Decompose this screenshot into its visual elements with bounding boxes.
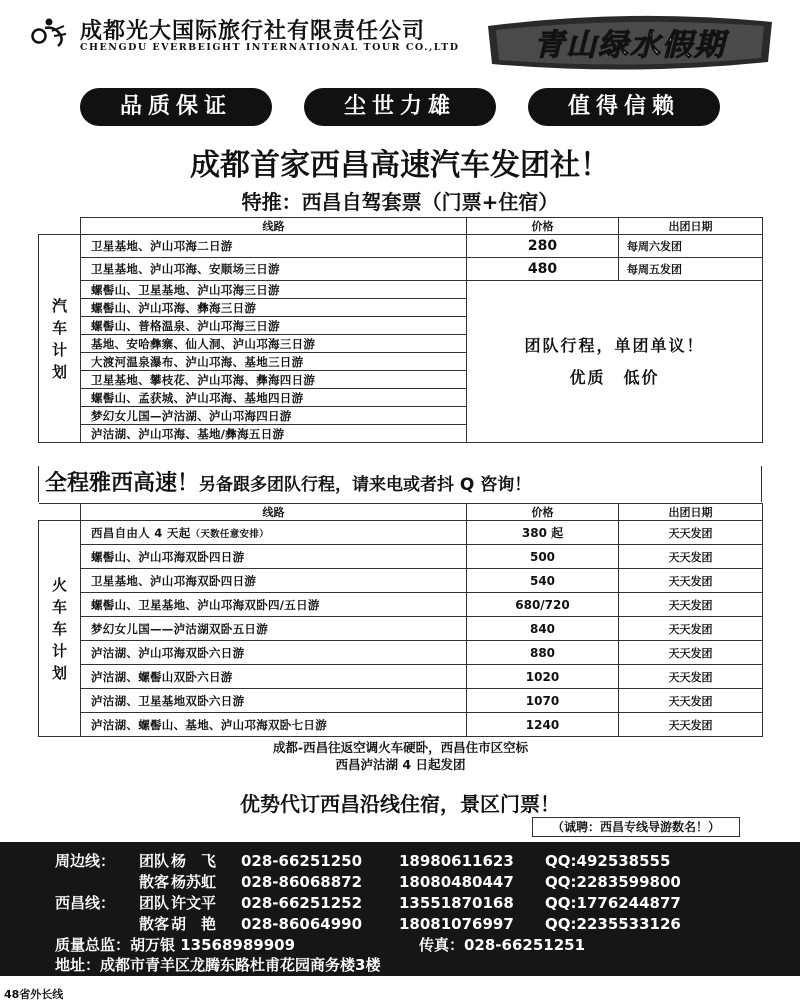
train-note-row [39, 737, 763, 775]
table-row [39, 617, 763, 641]
route-cell: 螺髻山、孟获城、泸山邛海、基地四日游 [81, 389, 467, 407]
route-cell: 泸沽湖、螺髻山、基地、泸山邛海双卧七日游 [81, 713, 467, 737]
route-cell: 卫星基地、泸山邛海、安顺场三日游 [81, 258, 467, 281]
train-plan-table [38, 503, 763, 775]
route-cell: 螺髻山、泸山邛海双卧四日游 [81, 545, 467, 569]
table-row [39, 665, 763, 689]
contact-row: 周边线： 团队 杨 飞 028-66251250 18980611623 QQ:492538555 [55, 852, 671, 870]
price-cell: 380 起 [467, 521, 619, 545]
route-cell: 泸沽湖、螺髻山双卧六日游 [81, 665, 467, 689]
date-cell: 每周五发团 [619, 258, 763, 281]
brand-banner-text: 青山绿水假期 [534, 28, 726, 63]
header-price: 价格 [467, 218, 619, 235]
route-cell: 螺髻山、泸山邛海、彝海三日游 [81, 299, 467, 317]
fax-number: 传真：028-66251251 [419, 936, 586, 954]
table-row [39, 235, 763, 258]
date-cell: 天天发团 [619, 641, 763, 665]
route-cell: 泸沽湖、泸山邛海、基地/彝海五日游 [81, 425, 467, 443]
train-plan-category: 火 车 车 计 划 [39, 521, 81, 737]
booking-advert: 优势代订西昌沿线住宿，景区门票！ [240, 792, 560, 816]
table-row [39, 593, 763, 617]
table-row [39, 569, 763, 593]
route-cell: 基地、安哈彝寨、仙人洞、泸山邛海三日游 [81, 335, 467, 353]
table-header [39, 218, 763, 235]
table-row [39, 713, 763, 737]
route-cell: 卫星基地、攀枝花、泸山邛海、彝海四日游 [81, 371, 467, 389]
highway-banner-main: 全程雅西高速！ [45, 471, 200, 496]
date-cell: 天天发团 [619, 665, 763, 689]
table-row [39, 258, 763, 281]
highway-banner-sub: 另备跟多团队行程，请来电或者抖 Q 咨询！ [199, 475, 532, 495]
date-cell: 天天发团 [619, 545, 763, 569]
route-cell: 螺髻山、普格温泉、泸山邛海三日游 [81, 317, 467, 335]
recruit-notice: （诚聘：西昌专线导游数名！） [532, 817, 740, 837]
price-cell: 840 [467, 617, 619, 641]
slogan-trust: 值得信赖 [528, 88, 720, 126]
route-note: （天数任意安排） [190, 528, 269, 540]
table-row [39, 641, 763, 665]
table-header [39, 504, 763, 521]
address: 地址：成都市青羊区龙腾东路杜甫花园商务楼3楼 [55, 956, 381, 974]
group-note-line-1: 团队行程，单团单议！ [524, 335, 705, 355]
header-route: 线路 [81, 218, 467, 235]
route-cell: 西昌自由人 4 天起（天数任意安排） [81, 521, 467, 545]
page-footer: 48省外长线 [4, 988, 64, 1001]
subheadline: 特推：西昌自驾套票（门票+住宿） [241, 190, 559, 214]
contact-row: 散客 杨苏虹 028-86068872 18080480447 QQ:2283599800 [139, 873, 681, 891]
train-note [39, 737, 763, 775]
train-note-line-2: 西昌泸沽湖 4 日起发团 [335, 756, 466, 772]
table-row [39, 689, 763, 713]
header-date: 出团日期 [619, 218, 763, 235]
route-cell: 卫星基地、泸山邛海双卧四日游 [81, 569, 467, 593]
price-cell: 500 [467, 545, 619, 569]
price-cell: 1070 [467, 689, 619, 713]
highway-banner [38, 466, 762, 502]
date-cell: 天天发团 [619, 689, 763, 713]
price-cell: 1240 [467, 713, 619, 737]
header-date: 出团日期 [619, 504, 763, 521]
date-cell: 天天发团 [619, 617, 763, 641]
date-cell: 天天发团 [619, 713, 763, 737]
table-row [39, 281, 763, 299]
company-logo-icon [30, 14, 70, 50]
quality-director: 质量总监：胡万银 13568989909 [55, 936, 296, 954]
route-cell: 梦幻女儿国—泸沽湖、泸山邛海四日游 [81, 407, 467, 425]
group-note-line-2: 优质 低价 [569, 367, 660, 387]
contact-row: 西昌线： 团队 许文平 028-66251252 13551870168 QQ:1776244877 [55, 894, 681, 912]
company-name: 成都光大国际旅行社有限责任公司 [80, 19, 426, 44]
contact-row: 散客 胡 艳 028-86064990 18081076997 QQ:2235533126 [139, 915, 681, 933]
date-cell: 天天发团 [619, 569, 763, 593]
train-note-line-1: 成都-西昌往返空调火车硬卧，西昌住市区空标 [272, 739, 529, 755]
header-price: 价格 [467, 504, 619, 521]
group-note [467, 281, 763, 443]
header-route: 线路 [81, 504, 467, 521]
date-cell: 每周六发团 [619, 235, 763, 258]
bus-plan-table [38, 217, 763, 443]
route-cell: 泸沽湖、卫星基地双卧六日游 [81, 689, 467, 713]
company-name-en: CHENGDU EVERBEIGHT INTERNATIONAL TOUR CO.,LTD [80, 42, 460, 53]
date-cell: 天天发团 [619, 593, 763, 617]
route-cell: 螺髻山、卫星基地、泸山邛海三日游 [81, 281, 467, 299]
price-cell: 680/720 [467, 593, 619, 617]
price-cell: 540 [467, 569, 619, 593]
price-cell: 480 [467, 258, 619, 281]
slogan-quality: 品质保证 [80, 88, 272, 126]
bus-plan-category: 汽 车 计 划 [39, 235, 81, 443]
price-cell: 280 [467, 235, 619, 258]
quality-fax-row [55, 934, 585, 955]
table-row [39, 545, 763, 569]
route-cell: 螺髻山、卫星基地、泸山邛海双卧四/五日游 [81, 593, 467, 617]
price-cell: 1020 [467, 665, 619, 689]
brand-banner [480, 14, 780, 72]
contact-panel [0, 842, 800, 976]
slogan-strength: 尘世力雄 [304, 88, 496, 126]
route-cell: 卫星基地、泸山邛海二日游 [81, 235, 467, 258]
price-cell: 880 [467, 641, 619, 665]
table-row [39, 521, 763, 545]
route-cell: 梦幻女儿国——泸沽湖双卧五日游 [81, 617, 467, 641]
headline: 成都首家西昌高速汽车发团社！ [190, 148, 610, 183]
route-cell: 泸沽湖、泸山邛海双卧六日游 [81, 641, 467, 665]
slogan-row [80, 88, 720, 126]
date-cell: 天天发团 [619, 521, 763, 545]
route-cell: 大渡河温泉瀑布、泸山邛海、基地三日游 [81, 353, 467, 371]
